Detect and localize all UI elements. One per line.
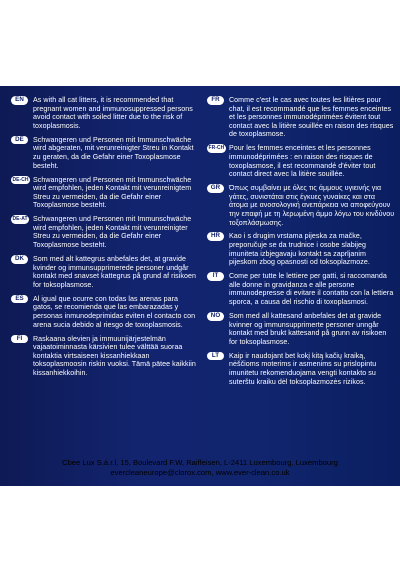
lang-block-en (9, 96, 199, 130)
lang-block-fr (205, 96, 395, 139)
lang-text-es: Al igual que ocurre con todas las arenas para gatos, se recomienda que las embarazadas y personas inmunodeprimidas eviten el contacto con arena sucia debido al riesgo de toxoplasmosis. (33, 294, 196, 329)
lang-badge-es: ES (11, 295, 28, 304)
lang-text-lt: Kaip ir naudojant bet kokį kitą kačių kraiką, nėščioms moterims ir asmenims su prislopintu imunitetu rekomenduojama vengti kontakto su suterštu kraiku dėl toksoplazmozės rizikos. (229, 351, 377, 386)
lang-text-it: Come per tutte le lettiere per gatti, si raccomanda alle donne in gravidanza e alle persone immunodepresse di evitare il contatto con la lettiera sporca, a causa del rischio di toxoplasmosi. (229, 272, 394, 307)
lang-badge-lt: LT (207, 352, 224, 361)
lang-badge-no: NO (207, 312, 224, 321)
lang-badge-it: IT (207, 272, 224, 281)
warning-panel (0, 86, 400, 486)
email-link[interactable]: evercleaneurope@clorox.com (110, 468, 212, 477)
lang-badge-fr: FR (207, 96, 224, 105)
lang-text-gr: Όπως συμβαίνει με όλες τις άμμους υγιεινής για γάτες, συνιστάται στις έγκυες γυναίκες και στα άτομα με ανοσολογική ανεπάρκεια να αποφεύγουν την επαφή με τη λερωμένη άμμο λόγω του κινδύνου τοξοπλάσμωσης. (229, 184, 395, 227)
lang-badge-gr: GR (207, 184, 224, 193)
contact-line: evercleaneurope@clorox.com, www.ever-clean.co.uk (110, 468, 290, 477)
lang-block-fr-ch (205, 144, 395, 178)
lang-text-no: Som med all kattesand anbefales det at gravide kvinner og immunsupprimerte personer unngår kontakt med brukt kattesand på grunn av risikoen for toksoplasmose. (229, 312, 387, 346)
left-column (9, 96, 199, 383)
lang-block-es (9, 295, 199, 329)
lang-badge-dk: DK (11, 255, 28, 264)
lang-block-it (205, 272, 395, 306)
website-link[interactable]: www.ever-clean.co.uk (215, 468, 290, 477)
lang-text-de-at: Schwangeren und Personen mit Immunschwäche wird empfohlen, jeden Kontakt mit verunreinigter Streu zu vermeiden, da die Gefahr einer Toxoplasmose besteht. (33, 215, 192, 250)
lang-block-no (205, 312, 395, 346)
lang-badge-en: EN (11, 96, 28, 105)
lang-block-gr (205, 184, 395, 227)
footer (0, 458, 400, 478)
right-column (205, 96, 395, 392)
lang-text-fr-ch: Pour les femmes enceintes et les personnes immunodéprimées : en raison des risques de toxoplasmose, il est recommandé d'éviter tout contact direct avec la litière souillée. (229, 144, 376, 179)
lang-badge-hr: HR (207, 232, 224, 241)
lang-block-fi (9, 335, 199, 378)
lang-text-en: As with all cat litters, it is recommended that pregnant women and immunosuppressed persons avoid contact with soiled litter due to the risk of toxoplasmosis. (33, 96, 193, 130)
lang-text-hr: Kao i s drugim vrstama pijeska za mačke, preporučuje se da trudnice i osobe slabijeg imuniteta izbjegavaju kontakt sa zaprljanim pijeskom zbog opasnosti od toksoplazmoze. (229, 232, 370, 267)
lang-block-de-at (9, 215, 199, 249)
lang-block-dk (9, 255, 199, 289)
lang-text-de-ch: Schwangeren und Personen mit Immunschwäche wird empfohlen, jeden Kontakt mit verunreinigtem Streu zu vermeiden, da die Gefahr einer Toxoplasmose besteht. (33, 175, 192, 210)
lang-badge-de-ch: DE-CH (12, 176, 29, 183)
lang-text-fi: Raskaana olevien ja immuunijärjestelmän vajaatoiminnasta kärsivien tulee välttää suoraa kontaktia virtsaiseen kissanhiekkaan toksoplasmoosin riskin vuoksi. Tämä pätee kaikkiin kissanhiekkoihin. (33, 334, 196, 377)
lang-block-hr (205, 232, 395, 266)
lang-text-de: Schwangeren und Personen mit Immunschwäche wird abgeraten, mit verunreinigter Streu in Kontakt zu geraten, da die Gefahr einer Toxoplasmose besteht. (33, 135, 194, 170)
lang-badge-de-at: DE-AT (12, 216, 28, 223)
lang-block-de-ch (9, 176, 199, 210)
lang-block-de (9, 136, 199, 170)
company-address: Cbee Lux S.á.r.l, 15, Boulevard F.W, Raiffeisen, L-2411 Luxembourg, Luxembourg (62, 458, 338, 467)
lang-badge-fr-ch: FR-CH (208, 145, 225, 152)
lang-text-dk: Som med alt kattegrus anbefales det, at gravide kvinder og immunsupprimerede personer undgår kontakt med snavset kattegrus på grund af risikoen for toksoplasmose. (33, 255, 196, 289)
lang-text-fr: Comme c'est le cas avec toutes les litières pour chat, il est recommandé que les femmes enceintes et les personnes immunodéprimées évitent tout contact avec la litière souillée en raison des risques de toxoplasmose. (229, 96, 394, 139)
lang-badge-de: DE (11, 136, 28, 145)
lang-block-lt (205, 352, 395, 386)
lang-badge-fi: FI (11, 335, 28, 344)
